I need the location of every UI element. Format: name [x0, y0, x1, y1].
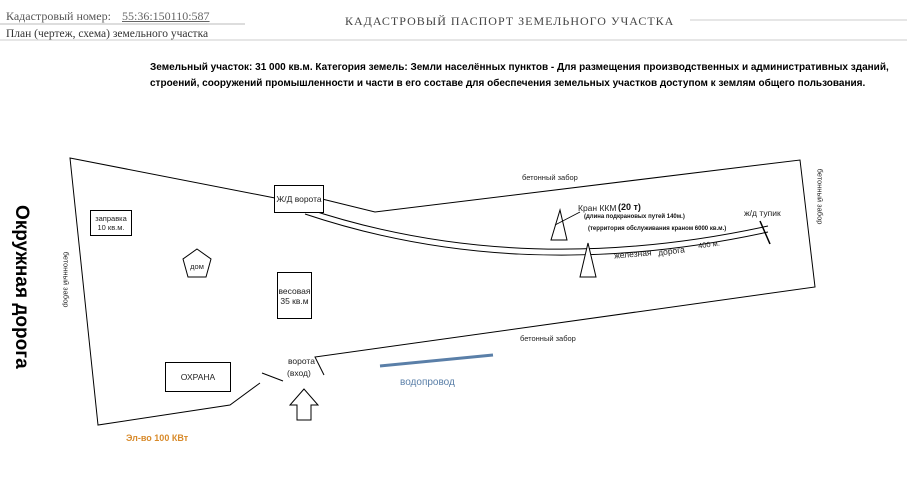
rail-gate-label: Ж/Д ворота: [276, 194, 322, 204]
security-building: [165, 362, 231, 392]
scales-building: [277, 272, 312, 319]
land-description-line-2: строений, сооружений промышленности и части в его составе для обеспечения земельных участков доступом к землям общего пользования.: [150, 78, 866, 89]
ring-road-label: Окружная дорога: [11, 205, 32, 369]
cadastral-number-value: 55:36:150110:587: [122, 9, 210, 23]
rail-gate-building: [274, 185, 324, 213]
crane-capacity: (20 т): [618, 202, 641, 212]
water-pipe-line: [380, 355, 493, 366]
water-pipe-label: водопровод: [400, 377, 455, 388]
railway-label-word2: дорога: [657, 244, 686, 258]
gate-sublabel: (вход): [287, 368, 311, 378]
railway-label-word1: железная: [613, 247, 652, 261]
land-description-line-1: Земельный участок: 31 000 кв.м. Категория земель: Земли населённых пунктов - Для размещения производственных и административных зданий,: [150, 62, 889, 73]
fence-label-right: бетонный забор: [815, 168, 825, 225]
entrance-arrow-icon: [290, 389, 318, 420]
plan-subtitle: План (чертеж, схема) земельного участка: [6, 28, 209, 40]
house-label: дом: [190, 262, 204, 271]
security-label: ОХРАНА: [180, 372, 216, 382]
fence-label-left: бетонный забор: [61, 251, 71, 308]
rail-deadend-bar: [760, 221, 770, 244]
fence-label-bottom: бетонный забор: [520, 334, 576, 343]
fuel-station-building: [90, 210, 132, 236]
scales-label: весовая: [278, 285, 311, 296]
fuel-station-label: заправка: [95, 214, 127, 223]
crane-tracks-length: (длина подкрановых путей 140м.): [584, 214, 685, 220]
cadastral-number-label: Кадастровый номер:: [6, 9, 111, 23]
document-title: КАДАСТРОВЫЙ ПАСПОРТ ЗЕМЕЛЬНОГО УЧАСТКА: [345, 14, 675, 28]
scales-area: 35 кв.м: [280, 295, 309, 306]
fence-label-top: бетонный забор: [522, 173, 578, 182]
crane-title: Кран ККМ: [578, 203, 617, 213]
gate-label: ворота: [288, 356, 315, 366]
rail-deadend-label: ж/д тупик: [744, 208, 781, 218]
railway-length: 400 м.: [697, 238, 721, 251]
gate-wing: [262, 373, 283, 381]
electricity-label: Эл-во 100 КВт: [126, 433, 189, 443]
crane-service-area: (территория обслуживания краном 6000 кв.м.): [588, 226, 727, 232]
crane-triangle-upper: [551, 210, 567, 240]
fuel-station-area: 10 кв.м.: [97, 223, 125, 232]
